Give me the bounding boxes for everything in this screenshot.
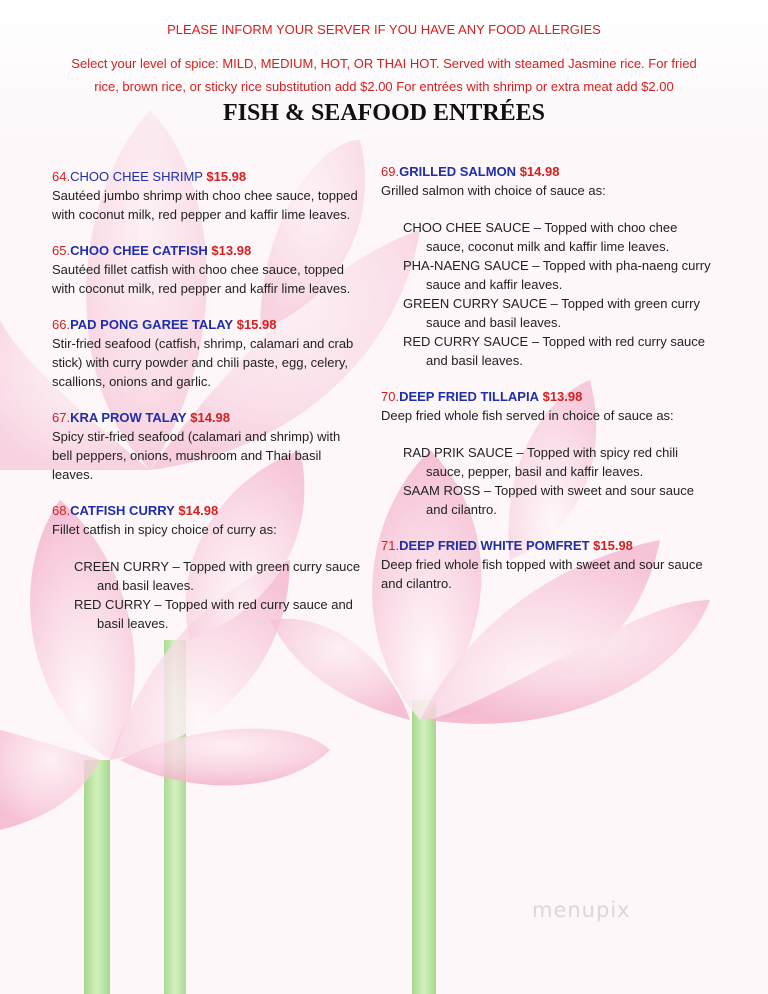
item-number: 69.	[381, 164, 400, 179]
item-number: 64.	[52, 169, 71, 184]
item-number: 67.	[52, 410, 71, 425]
item-name: CHOO CHEE CATFISH	[70, 243, 208, 258]
sauce-option: RAD PRIK SAUCE – Topped with spicy red chili sauce, pepper, basil and kaffir leaves.	[403, 445, 679, 479]
watermark: menupix	[532, 898, 631, 922]
item-price: $14.98	[178, 503, 219, 518]
item-number: 70.	[381, 389, 400, 404]
item-description: Fillet catfish in spicy choice of curry as:	[52, 522, 277, 537]
item-description: Deep fried whole fish topped with sweet and sour sauce and cilantro.	[381, 557, 703, 591]
sauce-options	[381, 218, 719, 370]
item-name: CATFISH CURRY	[70, 503, 175, 518]
spice-line: Select your level of spice: MILD, MEDIUM, HOT, OR THAI HOT. Served with steamed Jasmine rice. For fried	[71, 56, 697, 71]
spice-instructions	[50, 52, 718, 98]
item-name: PAD PONG GAREE TALAY	[70, 317, 234, 332]
menu-item	[52, 315, 364, 391]
item-name: DEEP FRIED TILLAPIA	[399, 389, 539, 404]
sauce-options	[381, 443, 719, 519]
sauce-option: SAAM ROSS – Topped with sweet and sour sauce and cilantro.	[403, 483, 694, 517]
item-price: $13.98	[542, 389, 583, 404]
spice-line: rice, brown rice, or sticky rice substitution add $2.00 For entrées with shrimp or extra meat add $2.00	[94, 79, 674, 94]
item-price: $14.98	[519, 164, 560, 179]
item-number: 65.	[52, 243, 71, 258]
menu-item	[381, 536, 719, 593]
item-description: Stir-fried seafood (catfish, shrimp, calamari and crab stick) with curry powder and chili paste, egg, celery, scallions, onions and garlic.	[52, 336, 354, 389]
sauce-options	[52, 557, 364, 633]
page-title: FISH & SEAFOOD ENTRÉES	[222, 100, 546, 126]
sauce-option: GREEN CURRY SAUCE – Topped with green curry sauce and basil leaves.	[403, 296, 700, 330]
sauce-option: CREEN CURRY – Topped with green curry sauce and basil leaves.	[74, 559, 361, 593]
item-description: Sautéed jumbo shrimp with choo chee sauce, topped with coconut milk, red pepper and kaffir lime leaves.	[52, 188, 358, 222]
item-name: CHOO CHEE SHRIMP	[70, 169, 203, 184]
menu-item	[52, 408, 364, 484]
menu-item	[381, 162, 719, 370]
item-description: Grilled salmon with choice of sauce as:	[381, 183, 606, 198]
right-menu-column	[381, 162, 719, 610]
menu-item	[52, 501, 364, 633]
item-price: $14.98	[190, 410, 230, 425]
menu-item	[381, 387, 719, 519]
sauce-option: RED CURRY SAUCE – Topped with red curry sauce and basil leaves.	[403, 334, 706, 368]
item-price: $15.98	[236, 317, 277, 332]
sauce-option: PHA-NAENG SAUCE – Topped with pha-naeng curry sauce and kaffir leaves.	[403, 258, 711, 292]
item-description: Deep fried whole fish served in choice of sauce as:	[381, 408, 674, 423]
item-number: 68.	[52, 503, 71, 518]
item-description: Sautéed fillet catfish with choo chee sauce, topped with coconut milk, red pepper and kaffir lime leaves.	[52, 262, 351, 296]
item-price: $15.98	[593, 538, 633, 553]
item-name: DEEP FRIED WHITE POMFRET	[399, 538, 590, 553]
item-price: $15.98	[206, 169, 247, 184]
menu-item	[52, 167, 364, 224]
sauce-option: CHOO CHEE SAUCE – Topped with choo chee sauce, coconut milk and kaffir lime leaves.	[403, 220, 678, 254]
item-name: GRILLED SALMON	[399, 164, 517, 179]
item-number: 71.	[381, 538, 400, 553]
menu-item	[52, 241, 364, 298]
item-number: 66.	[52, 317, 71, 332]
item-price: $13.98	[211, 243, 252, 258]
item-description: Spicy stir-fried seafood (calamari and shrimp) with bell peppers, onions, mushroom and Thai basil leaves.	[52, 429, 341, 482]
item-name: KRA PROW TALAY	[70, 410, 187, 425]
allergy-notice: PLEASE INFORM YOUR SERVER IF YOU HAVE ANY FOOD ALLERGIES	[167, 22, 601, 37]
sauce-option: RED CURRY – Topped with red curry sauce and basil leaves.	[74, 597, 353, 631]
left-menu-column	[52, 167, 364, 650]
